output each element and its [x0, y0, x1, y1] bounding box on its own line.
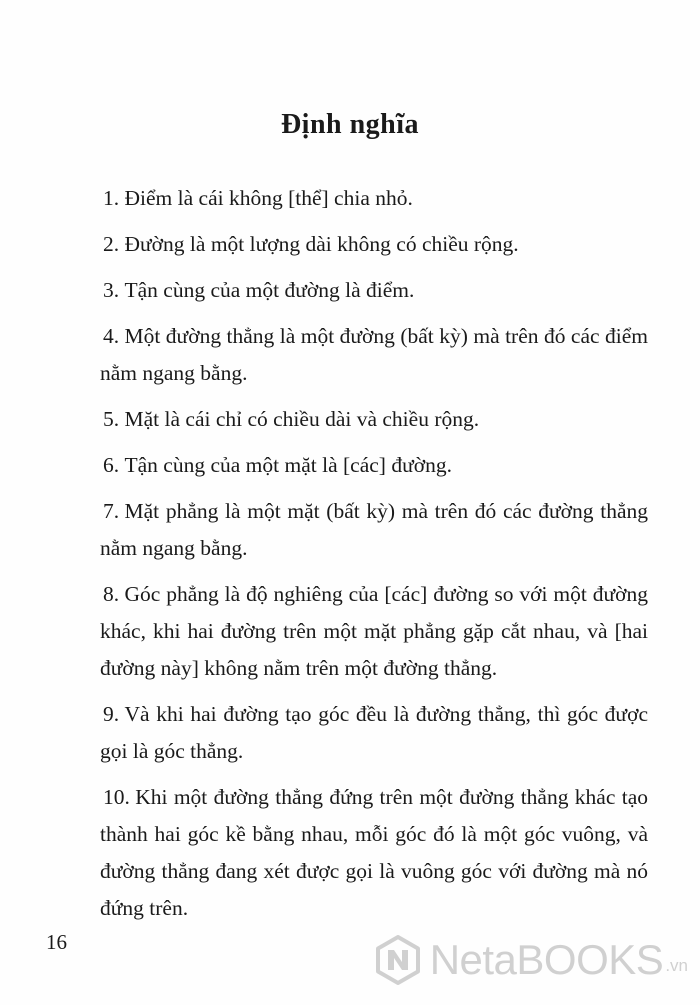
definition-text: Mặt phẳng là một mặt (bất kỳ) mà trên đó các đường thẳng nằm ngang bằng. [100, 499, 648, 560]
definition-number: 3. [103, 278, 120, 302]
definition-text: Điểm là cái không [thể] chia nhỏ. [124, 186, 413, 210]
definition-number: 1. [103, 186, 120, 210]
definition-number: 7. [103, 499, 120, 523]
definition-number: 6. [103, 453, 120, 477]
definition-item [100, 180, 648, 217]
definition-item [100, 226, 648, 263]
watermark-brand: NetaBOOKS [429, 936, 664, 983]
definition-item [100, 272, 648, 309]
definition-text: Và khi hai đường tạo góc đều là đường thẳng, thì góc được gọi là góc thẳng. [100, 702, 648, 763]
definition-number: 10. [103, 785, 130, 809]
definition-item [100, 779, 648, 927]
definition-item [100, 318, 648, 392]
definition-text: Đường là một lượng dài không có chiều rộng. [124, 232, 519, 256]
definition-item [100, 576, 648, 687]
page-title: Định nghĩa [280, 108, 420, 140]
definition-number: 8. [103, 582, 120, 606]
definition-text: Một đường thẳng là một đường (bất kỳ) mà trên đó các điểm nằm ngang bằng. [100, 324, 648, 385]
definition-number: 5. [103, 407, 120, 431]
definition-item [100, 696, 648, 770]
watermark [372, 930, 688, 990]
definition-text: Góc phẳng là độ nghiêng của [các] đường so với một đường khác, khi hai đường trên một mặt phẳng gặp cắt nhau, và [hai đường này] không nằm trên một đường thẳng. [100, 582, 648, 680]
definition-number: 4. [103, 324, 120, 348]
definition-item [100, 447, 648, 484]
definition-text: Tận cùng của một đường là điểm. [124, 278, 415, 302]
netabooks-logo-icon [372, 934, 424, 986]
definition-text: Tận cùng của một mặt là [các] đường. [124, 453, 452, 477]
definition-item [100, 493, 648, 567]
definition-number: 9. [103, 702, 120, 726]
definition-number: 2. [103, 232, 120, 256]
definition-text: Mặt là cái chỉ có chiều dài và chiều rộng. [124, 407, 480, 431]
page-number: 16 [46, 930, 67, 954]
definition-text: Khi một đường thẳng đứng trên một đường thẳng khác tạo thành hai góc kề bằng nhau, mỗi góc đó là một góc vuông, và đường thẳng đang xét được gọi là vuông góc với đường mà nó đứng trên. [100, 785, 648, 920]
watermark-tld: .vn [665, 956, 688, 975]
definition-item [100, 401, 648, 438]
definitions-list [100, 180, 648, 936]
